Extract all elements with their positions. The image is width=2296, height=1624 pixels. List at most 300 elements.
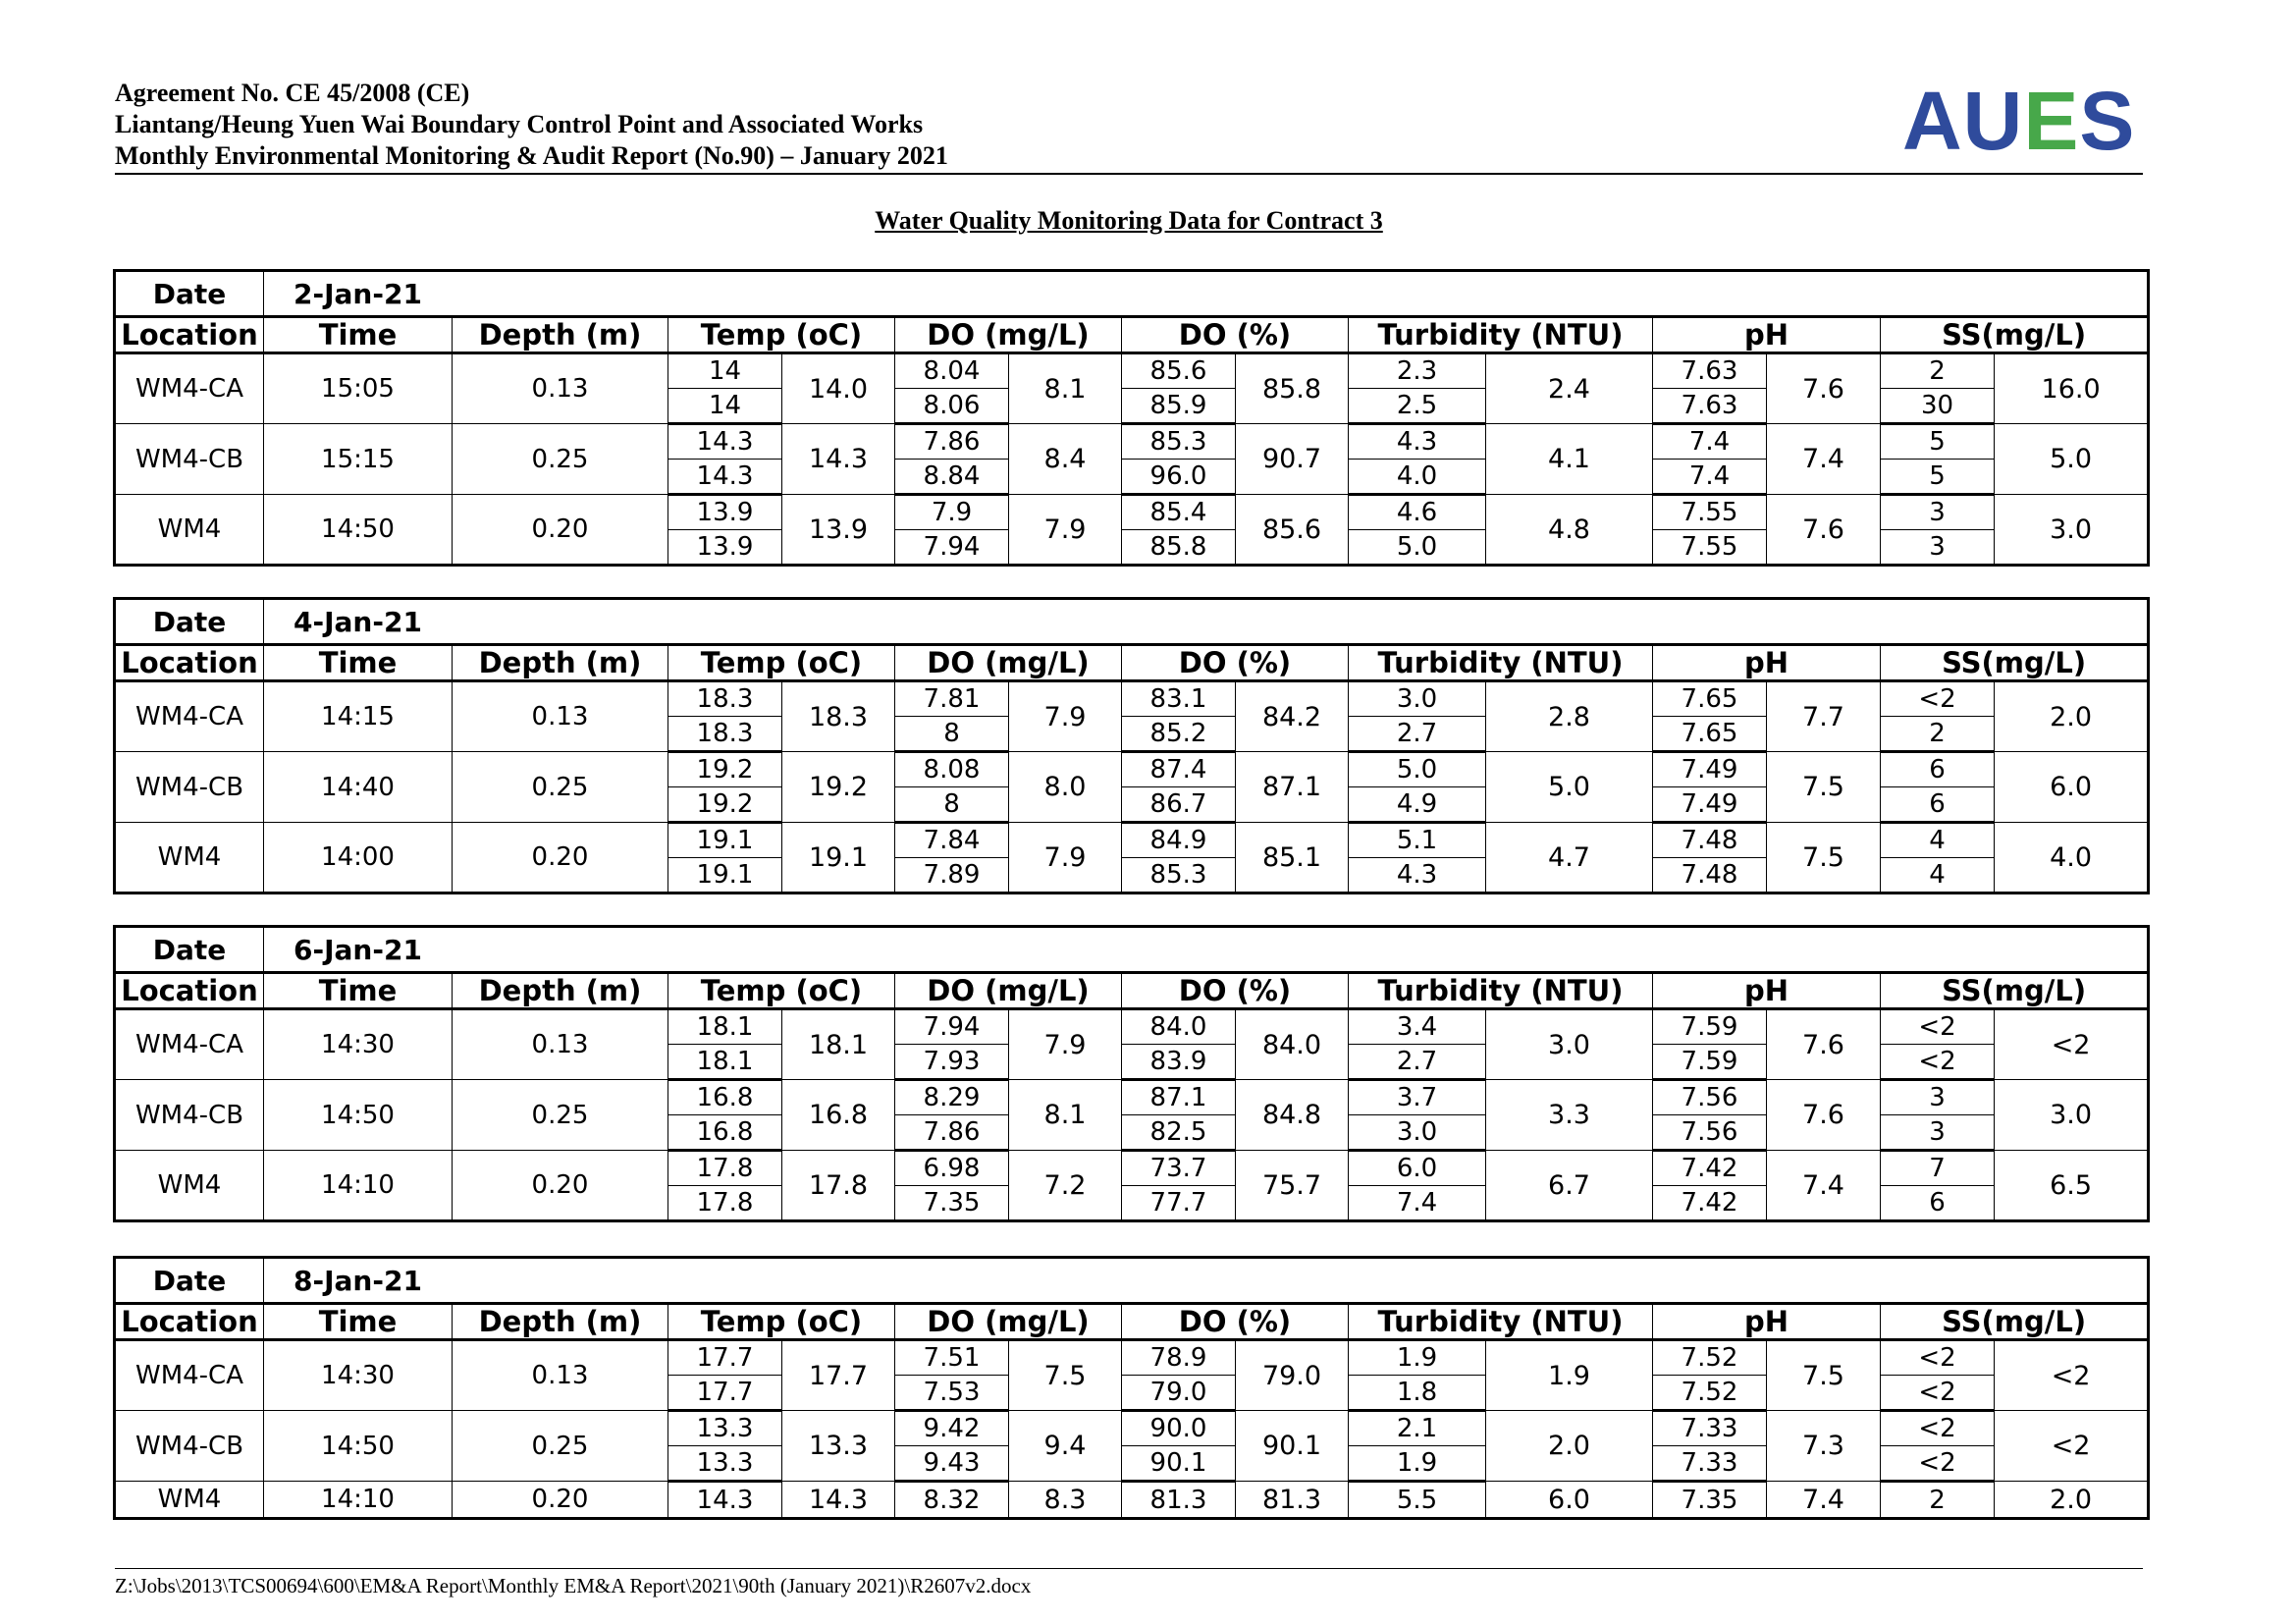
do-mgl-reading: 8.29 — [895, 1080, 1009, 1115]
do-percent-reading: 83.9 — [1122, 1045, 1236, 1080]
temp-reading: 19.1 — [668, 823, 782, 858]
ss-header: SS(mg/L) — [1881, 645, 2149, 681]
table-row — [115, 1080, 2149, 1115]
do-percent-average: 84.2 — [1236, 681, 1349, 752]
turbidity-reading: 5.0 — [1349, 752, 1486, 787]
do-mgl-reading: 8.08 — [895, 752, 1009, 787]
do-mgl-average: 7.9 — [1009, 495, 1122, 566]
temp-average: 13.3 — [782, 1411, 895, 1482]
do-mgl-reading: 6.98 — [895, 1151, 1009, 1186]
location-cell: WM4 — [115, 823, 264, 893]
temp-reading: 17.7 — [668, 1340, 782, 1376]
turbidity-average: 3.3 — [1486, 1080, 1653, 1151]
do-percent-reading: 85.4 — [1122, 495, 1236, 530]
date-label: Date — [115, 599, 264, 645]
do-mgl-reading: 7.35 — [895, 1186, 1009, 1221]
temp-reading: 13.9 — [668, 530, 782, 566]
ss-average: 2.0 — [1995, 681, 2149, 752]
turbidity-reading: 5.5 — [1349, 1482, 1486, 1519]
temp-reading: 19.2 — [668, 752, 782, 787]
ss-average: 6.0 — [1995, 752, 2149, 823]
turbidity-reading: 4.6 — [1349, 495, 1486, 530]
ss-reading: 3 — [1881, 495, 1995, 530]
ph-reading: 7.42 — [1653, 1186, 1767, 1221]
do-mgl-reading: 9.42 — [895, 1411, 1009, 1446]
do-percent-average: 85.1 — [1236, 823, 1349, 893]
do-mgl-reading: 7.81 — [895, 681, 1009, 717]
depth-cell: 0.20 — [453, 495, 668, 566]
ss-reading: 2 — [1881, 1482, 1995, 1519]
ss-average: 4.0 — [1995, 823, 2149, 893]
turbidity-reading: 2.7 — [1349, 1045, 1486, 1080]
turbidity-reading: 5.1 — [1349, 823, 1486, 858]
ph-average: 7.6 — [1767, 1080, 1881, 1151]
depth-cell: 0.25 — [453, 1080, 668, 1151]
water-quality-table — [113, 925, 2150, 1222]
ss-reading: 4 — [1881, 858, 1995, 893]
water-quality-table — [113, 1256, 2150, 1520]
do-percent-average: 85.8 — [1236, 353, 1349, 424]
location-cell: WM4-CA — [115, 1340, 264, 1411]
ph-reading: 7.42 — [1653, 1151, 1767, 1186]
turbidity-reading: 4.3 — [1349, 424, 1486, 460]
table-row — [115, 681, 2149, 717]
location-cell: WM4-CA — [115, 1009, 264, 1080]
depth-header: Depth (m) — [453, 973, 668, 1009]
ss-average: 2.0 — [1995, 1482, 2149, 1519]
ss-reading: 2 — [1881, 717, 1995, 752]
depth-cell: 0.20 — [453, 1482, 668, 1519]
depth-header: Depth (m) — [453, 317, 668, 353]
ss-reading: 6 — [1881, 787, 1995, 823]
turbidity-average: 1.9 — [1486, 1340, 1653, 1411]
ss-average: <2 — [1995, 1009, 2149, 1080]
ph-reading: 7.56 — [1653, 1115, 1767, 1151]
ss-reading: <2 — [1881, 1411, 1995, 1446]
column-header-row — [115, 317, 2149, 353]
turbidity-reading: 2.3 — [1349, 353, 1486, 389]
do-percent-average: 81.3 — [1236, 1482, 1349, 1519]
do-mgl-header: DO (mg/L) — [895, 1304, 1122, 1340]
depth-cell: 0.25 — [453, 752, 668, 823]
do-percent-average: 84.0 — [1236, 1009, 1349, 1080]
time-cell: 14:00 — [264, 823, 453, 893]
do-percent-reading: 79.0 — [1122, 1376, 1236, 1411]
date-row — [115, 271, 2149, 317]
temp-reading: 13.3 — [668, 1446, 782, 1482]
time-header: Time — [264, 973, 453, 1009]
do-mgl-header: DO (mg/L) — [895, 973, 1122, 1009]
ss-reading: <2 — [1881, 1045, 1995, 1080]
turbidity-reading: 2.7 — [1349, 717, 1486, 752]
location-header: Location — [115, 973, 264, 1009]
ph-reading: 7.4 — [1653, 460, 1767, 495]
date-label: Date — [115, 271, 264, 317]
turbidity-reading: 3.0 — [1349, 681, 1486, 717]
do-mgl-reading: 8.04 — [895, 353, 1009, 389]
logo-part-e: E — [2023, 75, 2080, 167]
date-row — [115, 927, 2149, 973]
ph-reading: 7.56 — [1653, 1080, 1767, 1115]
do-percent-reading: 90.0 — [1122, 1411, 1236, 1446]
turbidity-reading: 1.9 — [1349, 1446, 1486, 1482]
table-row — [115, 424, 2149, 460]
ss-reading: 6 — [1881, 1186, 1995, 1221]
do-mgl-reading: 7.86 — [895, 424, 1009, 460]
depth-cell: 0.20 — [453, 823, 668, 893]
do-percent-reading: 84.9 — [1122, 823, 1236, 858]
temp-header: Temp (oC) — [668, 973, 895, 1009]
ss-header: SS(mg/L) — [1881, 1304, 2149, 1340]
temp-reading: 18.3 — [668, 681, 782, 717]
table-row — [115, 823, 2149, 858]
time-cell: 14:40 — [264, 752, 453, 823]
water-quality-table — [113, 269, 2150, 567]
temp-average: 19.1 — [782, 823, 895, 893]
do-percent-average: 90.1 — [1236, 1411, 1349, 1482]
temp-reading: 14.3 — [668, 424, 782, 460]
ss-reading: <2 — [1881, 1340, 1995, 1376]
do-mgl-reading: 8.06 — [895, 389, 1009, 424]
time-cell: 15:15 — [264, 424, 453, 495]
temp-reading: 13.9 — [668, 495, 782, 530]
ph-reading: 7.63 — [1653, 353, 1767, 389]
turbidity-reading: 1.8 — [1349, 1376, 1486, 1411]
location-cell: WM4-CB — [115, 424, 264, 495]
do-percent-reading: 84.0 — [1122, 1009, 1236, 1045]
ss-reading: <2 — [1881, 1446, 1995, 1482]
do-mgl-reading: 8.84 — [895, 460, 1009, 495]
turbidity-reading: 4.9 — [1349, 787, 1486, 823]
do-percent-reading: 81.3 — [1122, 1482, 1236, 1519]
ph-reading: 7.49 — [1653, 752, 1767, 787]
temp-reading: 14.3 — [668, 460, 782, 495]
do-mgl-average: 8.3 — [1009, 1482, 1122, 1519]
do-mgl-average: 7.2 — [1009, 1151, 1122, 1221]
ph-average: 7.5 — [1767, 752, 1881, 823]
ss-reading: 5 — [1881, 460, 1995, 495]
ph-reading: 7.4 — [1653, 424, 1767, 460]
ss-reading: 7 — [1881, 1151, 1995, 1186]
do-mgl-reading: 7.89 — [895, 858, 1009, 893]
date-label: Date — [115, 927, 264, 973]
location-cell: WM4 — [115, 1151, 264, 1221]
do-percent-reading: 85.3 — [1122, 858, 1236, 893]
turbidity-header: Turbidity (NTU) — [1349, 645, 1653, 681]
water-quality-table — [113, 597, 2150, 894]
do-percent-reading: 85.8 — [1122, 530, 1236, 566]
ph-reading: 7.33 — [1653, 1411, 1767, 1446]
ph-header: pH — [1653, 317, 1881, 353]
turbidity-reading: 3.7 — [1349, 1080, 1486, 1115]
do-percent-reading: 87.4 — [1122, 752, 1236, 787]
do-percent-average: 75.7 — [1236, 1151, 1349, 1221]
do-mgl-reading: 7.86 — [895, 1115, 1009, 1151]
location-cell: WM4 — [115, 1482, 264, 1519]
ph-average: 7.4 — [1767, 1151, 1881, 1221]
ss-reading: <2 — [1881, 1376, 1995, 1411]
temp-average: 14.0 — [782, 353, 895, 424]
ph-average: 7.6 — [1767, 495, 1881, 566]
temp-reading: 17.8 — [668, 1151, 782, 1186]
do-percent-header: DO (%) — [1122, 973, 1349, 1009]
file-path-footer: Z:\Jobs\2013\TCS00694\600\EM&A Report\Monthly EM&A Report\2021\90th (January 2021)\R2607v2.docx — [115, 1574, 1032, 1597]
location-cell: WM4-CA — [115, 681, 264, 752]
column-header-row — [115, 1304, 2149, 1340]
report-header — [115, 78, 1980, 172]
do-percent-average: 79.0 — [1236, 1340, 1349, 1411]
do-mgl-average: 8.4 — [1009, 424, 1122, 495]
location-header: Location — [115, 645, 264, 681]
do-percent-reading: 78.9 — [1122, 1340, 1236, 1376]
table-row — [115, 353, 2149, 389]
date-row — [115, 599, 2149, 645]
ph-reading: 7.55 — [1653, 530, 1767, 566]
date-value: 6-Jan-21 — [264, 927, 2149, 973]
do-mgl-reading: 7.84 — [895, 823, 1009, 858]
location-header: Location — [115, 317, 264, 353]
turbidity-average: 5.0 — [1486, 752, 1653, 823]
column-header-row — [115, 645, 2149, 681]
depth-cell: 0.25 — [453, 1411, 668, 1482]
ph-reading: 7.52 — [1653, 1376, 1767, 1411]
do-percent-reading: 85.6 — [1122, 353, 1236, 389]
temp-average: 18.3 — [782, 681, 895, 752]
turbidity-reading: 4.3 — [1349, 858, 1486, 893]
report-name: Monthly Environmental Monitoring & Audit Report (No.90) – January 2021 — [115, 141, 948, 170]
depth-header: Depth (m) — [453, 645, 668, 681]
do-percent-reading: 73.7 — [1122, 1151, 1236, 1186]
temp-reading: 19.2 — [668, 787, 782, 823]
do-percent-reading: 85.9 — [1122, 389, 1236, 424]
temp-average: 17.7 — [782, 1340, 895, 1411]
time-cell: 14:10 — [264, 1482, 453, 1519]
do-mgl-reading: 8.32 — [895, 1482, 1009, 1519]
turbidity-average: 4.1 — [1486, 424, 1653, 495]
temp-average: 14.3 — [782, 424, 895, 495]
temp-reading: 17.8 — [668, 1186, 782, 1221]
ss-average: <2 — [1995, 1340, 2149, 1411]
temp-header: Temp (oC) — [668, 317, 895, 353]
ph-reading: 7.48 — [1653, 858, 1767, 893]
ph-average: 7.4 — [1767, 1482, 1881, 1519]
turbidity-header: Turbidity (NTU) — [1349, 973, 1653, 1009]
turbidity-reading: 7.4 — [1349, 1186, 1486, 1221]
temp-header: Temp (oC) — [668, 1304, 895, 1340]
do-mgl-average: 7.9 — [1009, 823, 1122, 893]
depth-cell: 0.20 — [453, 1151, 668, 1221]
ss-header: SS(mg/L) — [1881, 317, 2149, 353]
ph-header: pH — [1653, 973, 1881, 1009]
temp-reading: 19.1 — [668, 858, 782, 893]
turbidity-reading: 3.0 — [1349, 1115, 1486, 1151]
page-title: Water Quality Monitoring Data for Contract 3 — [875, 206, 1383, 235]
aues-logo — [1902, 77, 2135, 165]
table-row — [115, 1340, 2149, 1376]
do-percent-header: DO (%) — [1122, 645, 1349, 681]
footer-divider — [115, 1568, 2143, 1569]
turbidity-reading: 5.0 — [1349, 530, 1486, 566]
temp-average: 17.8 — [782, 1151, 895, 1221]
turbidity-average: 4.8 — [1486, 495, 1653, 566]
turbidity-average: 6.0 — [1486, 1482, 1653, 1519]
ss-reading: 3 — [1881, 1115, 1995, 1151]
do-percent-reading: 82.5 — [1122, 1115, 1236, 1151]
do-mgl-reading: 8 — [895, 717, 1009, 752]
do-mgl-average: 7.9 — [1009, 681, 1122, 752]
location-cell: WM4-CB — [115, 1080, 264, 1151]
do-mgl-reading: 9.43 — [895, 1446, 1009, 1482]
location-cell: WM4-CA — [115, 353, 264, 424]
ss-average: 3.0 — [1995, 495, 2149, 566]
do-mgl-reading: 7.51 — [895, 1340, 1009, 1376]
ss-average: 5.0 — [1995, 424, 2149, 495]
ph-average: 7.6 — [1767, 353, 1881, 424]
turbidity-header: Turbidity (NTU) — [1349, 1304, 1653, 1340]
ss-reading: 5 — [1881, 424, 1995, 460]
time-cell: 14:30 — [264, 1340, 453, 1411]
ph-reading: 7.59 — [1653, 1009, 1767, 1045]
do-percent-reading: 90.1 — [1122, 1446, 1236, 1482]
do-mgl-reading: 7.53 — [895, 1376, 1009, 1411]
turbidity-reading: 6.0 — [1349, 1151, 1486, 1186]
do-percent-reading: 86.7 — [1122, 787, 1236, 823]
ph-average: 7.3 — [1767, 1411, 1881, 1482]
ph-reading: 7.59 — [1653, 1045, 1767, 1080]
ph-average: 7.5 — [1767, 1340, 1881, 1411]
temp-reading: 18.1 — [668, 1009, 782, 1045]
ss-reading: <2 — [1881, 1009, 1995, 1045]
table-row — [115, 1482, 2149, 1519]
temp-reading: 14 — [668, 389, 782, 424]
date-value: 4-Jan-21 — [264, 599, 2149, 645]
do-percent-reading: 87.1 — [1122, 1080, 1236, 1115]
depth-cell: 0.13 — [453, 1340, 668, 1411]
table-row — [115, 1009, 2149, 1045]
temp-average: 18.1 — [782, 1009, 895, 1080]
temp-average: 19.2 — [782, 752, 895, 823]
ph-reading: 7.49 — [1653, 787, 1767, 823]
do-percent-header: DO (%) — [1122, 1304, 1349, 1340]
ss-reading: <2 — [1881, 681, 1995, 717]
ph-header: pH — [1653, 645, 1881, 681]
time-header: Time — [264, 1304, 453, 1340]
turbidity-reading: 1.9 — [1349, 1340, 1486, 1376]
do-mgl-average: 8.1 — [1009, 1080, 1122, 1151]
agreement-number: Agreement No. CE 45/2008 (CE) — [115, 79, 470, 107]
location-cell: WM4-CB — [115, 1411, 264, 1482]
ss-reading: 4 — [1881, 823, 1995, 858]
ss-reading: 30 — [1881, 389, 1995, 424]
temp-reading: 16.8 — [668, 1115, 782, 1151]
ph-average: 7.5 — [1767, 823, 1881, 893]
ss-reading: 2 — [1881, 353, 1995, 389]
time-cell: 14:15 — [264, 681, 453, 752]
date-value: 8-Jan-21 — [264, 1258, 2149, 1304]
temp-average: 16.8 — [782, 1080, 895, 1151]
ss-average: 3.0 — [1995, 1080, 2149, 1151]
do-percent-average: 90.7 — [1236, 424, 1349, 495]
depth-cell: 0.13 — [453, 1009, 668, 1080]
turbidity-average: 2.8 — [1486, 681, 1653, 752]
do-mgl-reading: 7.94 — [895, 530, 1009, 566]
turbidity-reading: 2.5 — [1349, 389, 1486, 424]
ph-average: 7.7 — [1767, 681, 1881, 752]
temp-reading: 17.7 — [668, 1376, 782, 1411]
table-row — [115, 752, 2149, 787]
ph-header: pH — [1653, 1304, 1881, 1340]
ph-reading: 7.63 — [1653, 389, 1767, 424]
table-row — [115, 1151, 2149, 1186]
ss-reading: 3 — [1881, 1080, 1995, 1115]
ph-reading: 7.65 — [1653, 681, 1767, 717]
logo-part-au: AU — [1902, 75, 2024, 167]
project-name: Liantang/Heung Yuen Wai Boundary Control Point and Associated Works — [115, 110, 924, 138]
time-cell: 14:50 — [264, 1080, 453, 1151]
depth-cell: 0.25 — [453, 424, 668, 495]
ss-reading: 6 — [1881, 752, 1995, 787]
table-row — [115, 495, 2149, 530]
turbidity-reading: 4.0 — [1349, 460, 1486, 495]
do-mgl-header: DO (mg/L) — [895, 317, 1122, 353]
do-percent-reading: 85.3 — [1122, 424, 1236, 460]
do-percent-average: 85.6 — [1236, 495, 1349, 566]
do-mgl-reading: 7.9 — [895, 495, 1009, 530]
ph-reading: 7.48 — [1653, 823, 1767, 858]
time-cell: 14:50 — [264, 495, 453, 566]
time-cell: 14:30 — [264, 1009, 453, 1080]
ph-reading: 7.52 — [1653, 1340, 1767, 1376]
do-mgl-average: 8.0 — [1009, 752, 1122, 823]
time-header: Time — [264, 645, 453, 681]
do-mgl-reading: 8 — [895, 787, 1009, 823]
turbidity-header: Turbidity (NTU) — [1349, 317, 1653, 353]
turbidity-average: 4.7 — [1486, 823, 1653, 893]
logo-part-s: S — [2079, 75, 2136, 167]
temp-reading: 16.8 — [668, 1080, 782, 1115]
date-value: 2-Jan-21 — [264, 271, 2149, 317]
turbidity-average: 2.0 — [1486, 1411, 1653, 1482]
ph-reading: 7.55 — [1653, 495, 1767, 530]
turbidity-average: 2.4 — [1486, 353, 1653, 424]
turbidity-average: 6.7 — [1486, 1151, 1653, 1221]
temp-reading: 18.1 — [668, 1045, 782, 1080]
date-row — [115, 1258, 2149, 1304]
location-cell: WM4 — [115, 495, 264, 566]
depth-cell: 0.13 — [453, 681, 668, 752]
do-percent-header: DO (%) — [1122, 317, 1349, 353]
do-percent-average: 84.8 — [1236, 1080, 1349, 1151]
do-percent-reading: 96.0 — [1122, 460, 1236, 495]
time-cell: 14:10 — [264, 1151, 453, 1221]
temp-average: 14.3 — [782, 1482, 895, 1519]
do-mgl-header: DO (mg/L) — [895, 645, 1122, 681]
temp-reading: 18.3 — [668, 717, 782, 752]
do-mgl-average: 7.9 — [1009, 1009, 1122, 1080]
do-percent-reading: 77.7 — [1122, 1186, 1236, 1221]
do-mgl-average: 8.1 — [1009, 353, 1122, 424]
do-mgl-average: 9.4 — [1009, 1411, 1122, 1482]
do-mgl-reading: 7.94 — [895, 1009, 1009, 1045]
do-mgl-average: 7.5 — [1009, 1340, 1122, 1411]
location-cell: WM4-CB — [115, 752, 264, 823]
depth-cell: 0.13 — [453, 353, 668, 424]
do-mgl-reading: 7.93 — [895, 1045, 1009, 1080]
do-percent-reading: 85.2 — [1122, 717, 1236, 752]
location-header: Location — [115, 1304, 264, 1340]
time-header: Time — [264, 317, 453, 353]
turbidity-reading: 3.4 — [1349, 1009, 1486, 1045]
